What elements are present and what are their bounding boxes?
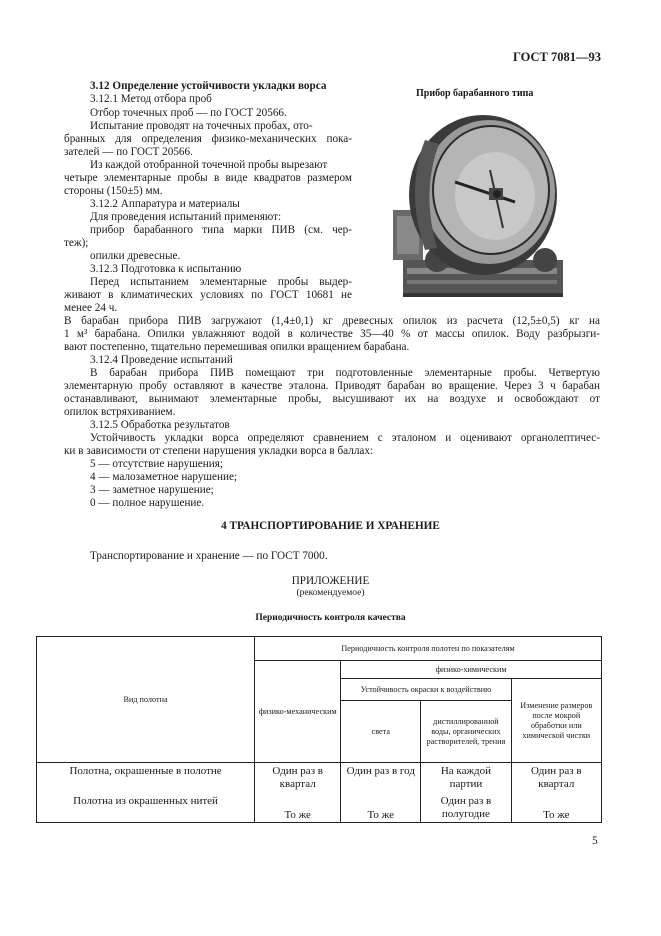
table-row — [37, 763, 602, 793]
score-item: 3 — заметное нарушение; — [90, 484, 214, 496]
score-item: 5 — отсутствие нарушения; — [90, 458, 223, 470]
paragraph-line: бранных для определения физико-механических пока- — [64, 133, 352, 145]
table-cell: Один раз в полугодие — [421, 793, 511, 823]
subsection-title: 3.12.1 Метод отбора проб — [90, 93, 212, 105]
section-heading: 4 ТРАНСПОРТИРОВАНИЕ И ХРАНЕНИЕ — [221, 520, 440, 532]
table-row — [37, 793, 602, 823]
document-code: ГОСТ 7081—93 — [513, 50, 602, 64]
appendix-title: ПРИЛОЖЕНИЕ — [291, 575, 370, 587]
figure-caption: Прибор барабанного типа — [416, 88, 534, 99]
header-cell: дистиллированной воды, органических растворителей, трения — [421, 701, 511, 763]
table-cell: Один раз в квартал — [511, 763, 601, 793]
paragraph-line: зателей — по ГОСТ 20566. — [64, 146, 193, 158]
table-cell: Один раз в квартал — [255, 763, 341, 793]
table-cell: То же — [255, 793, 341, 823]
paragraph-line: опилки древесные. — [90, 250, 181, 262]
table-title: Периодичность контроля качества — [255, 613, 406, 623]
paragraph-line: ки в зависимости от степени нарушения укладки ворса в баллах: — [64, 445, 374, 457]
header-cell: Изменение размеров после мокрой обработки или химической чистки — [511, 679, 601, 763]
score-item: 0 — полное нарушение. — [90, 497, 205, 509]
table-cell: Полотна, окрашенные в полотне — [37, 763, 255, 793]
appendix-subtitle: (рекомендуемое) — [296, 588, 365, 598]
paragraph-line: опилок встряхиванием. — [64, 406, 176, 418]
paragraph-line: живают в климатических условиях по ГОСТ 10681 не — [64, 289, 352, 301]
paragraph-line: прибор барабанного типа марки ПИВ (см. чер- — [90, 224, 352, 236]
paragraph-line: теж); — [64, 237, 89, 249]
score-item: 4 — малозаметное нарушение; — [90, 471, 238, 483]
header-cell: Устойчивость окраски к воздействию — [341, 679, 511, 701]
quality-control-table — [36, 636, 602, 823]
table-cell: То же — [341, 793, 421, 823]
subsection-title: 3.12.4 Проведение испытаний — [90, 354, 233, 366]
paragraph-line: 1 м³ барабана. Опилки увлажняют водой в количестве 35—40 % от массы опилок. Воду разбрызги- — [64, 328, 600, 340]
paragraph-line: вают постепенно, тщательно перемешивая опилки вращением барабана. — [64, 341, 410, 353]
paragraph-line: стороны (150±5) мм. — [64, 185, 163, 197]
table-cell: То же — [511, 793, 601, 823]
header-cell: физико-химическим — [341, 661, 602, 679]
paragraph-line: четыре элементарные пробы в виде квадратов размером — [64, 172, 352, 184]
table-cell: Один раз в год — [341, 763, 421, 793]
paragraph-line: элементарную пробу оставляют в качестве эталона. Приводят барабан во вращение. Через 3 ч барабан — [64, 380, 600, 392]
header-cell: физико-механическим — [255, 661, 341, 763]
subsection-title: 3.12.3 Подготовка к испытанию — [90, 263, 242, 275]
page-number: 5 — [592, 835, 598, 847]
section-heading: 3.12 Определение устойчивости укладки ворса — [90, 80, 327, 92]
table-cell: Полотна из окрашенных нитей — [37, 793, 255, 823]
header-cell: Вид полотна — [37, 637, 255, 763]
paragraph-line: Перед испытанием элементарные пробы выдер- — [90, 276, 352, 288]
paragraph-line: останавливают, вынимают элементарные пробы, высушивают их на воздухе и освобождают от — [64, 393, 600, 405]
subsection-title: 3.12.2 Аппаратура и материалы — [90, 198, 240, 210]
paragraph-line: В барабан прибора ПИВ загружают (1,4±0,1) кг древесных опилок из расчета (12,5±0,5) кг на — [64, 315, 600, 327]
table-cell: На каждой партии — [421, 763, 511, 793]
paragraph-line: Отбор точечных проб — по ГОСТ 20566. — [90, 107, 287, 119]
header-cell: Периодичность контроля полотен по показателям — [255, 637, 602, 661]
paragraph-line: Транспортирование и хранение — по ГОСТ 7000. — [90, 550, 328, 562]
paragraph-line: Из каждой отобранной точечной пробы вырезают — [90, 159, 328, 171]
paragraph-line: Устойчивость укладки ворса определяют сравнением с эталоном и оценивают органолептичес- — [90, 432, 600, 444]
paragraph-line: В барабан прибора ПИВ помещают три подготовленные элементарные пробы. Четвертую — [90, 367, 600, 379]
subsection-title: 3.12.5 Обработка результатов — [90, 419, 230, 431]
header-cell: света — [341, 701, 421, 763]
paragraph-line: менее 24 ч. — [64, 302, 118, 314]
paragraph-line: Для проведения испытаний применяют: — [90, 211, 282, 223]
paragraph-line: Испытание проводят на точечных пробах, ото- — [90, 120, 313, 132]
drum-device-photo — [385, 110, 570, 300]
